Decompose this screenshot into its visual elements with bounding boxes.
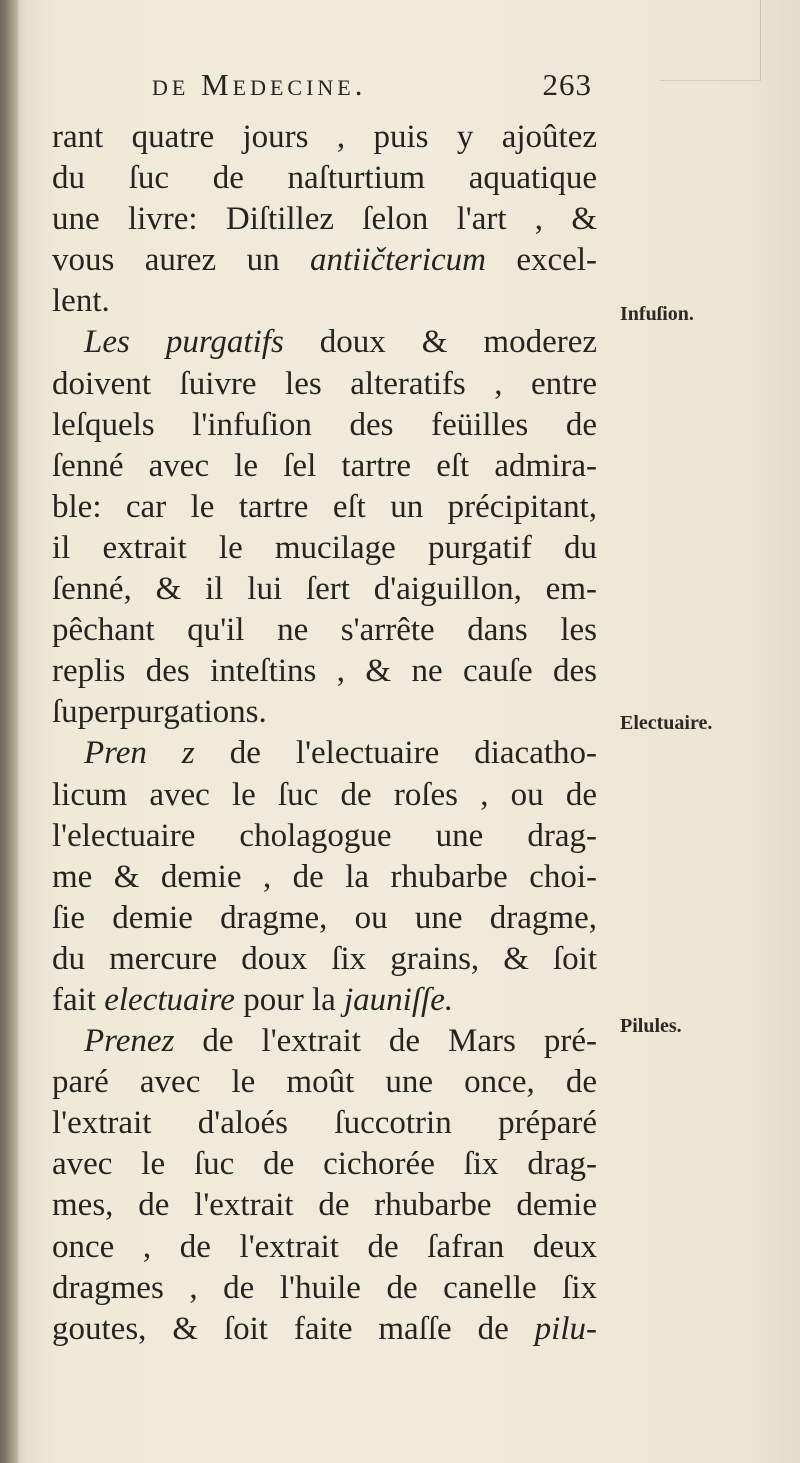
text-line: pêchant qu'il ne s'arrête dans les [52, 612, 597, 649]
text-line: du mercure doux ſix grains, & ſoit [52, 940, 597, 977]
running-title: de Medecine. [152, 67, 367, 102]
text-line: rant quatre jours , puis y ajoûtez [52, 119, 597, 155]
text-span: de l'electuaire diacatho- [194, 735, 597, 772]
text-line: l'extrait d'aloés ſuccotrin préparé [52, 1105, 597, 1142]
text-line: doivent ſuivre les alteratifs , entre [52, 365, 597, 402]
text-span: fait [52, 981, 105, 1018]
text-line: once , de l'extrait de ſafran deux [52, 1228, 597, 1265]
text-line: dragmes , de l'huile de canelle ſix [52, 1269, 597, 1306]
text-span: goutes, & ſoit faite maſſe de [52, 1310, 535, 1347]
text-line: ſie demie dragme, ou une dragme, [52, 899, 597, 936]
text-line: licum avec le ſuc de roſes , ou de [52, 776, 597, 813]
italic-term: Les purgatifs [84, 324, 284, 361]
text-line: l'electuaire cholagogue une drag- [52, 817, 597, 854]
italic-term: Pren z [84, 735, 195, 772]
margin-note-pilules: Pilules. [620, 1015, 682, 1037]
text-span: de l'extrait de Mars pré- [174, 1023, 597, 1060]
italic-term: electuaire [104, 981, 235, 1018]
margin-note-infusion: Infuſion. [620, 303, 694, 325]
text-line [52, 733, 597, 774]
text-line: avec le ſuc de cichorée ſix drag- [52, 1146, 597, 1183]
italic-term: jauniſſe. [344, 981, 454, 1018]
text-line: il extrait le mucilage purgatif du [52, 529, 597, 566]
text-line [52, 1021, 597, 1062]
page-edge [660, 0, 761, 81]
text-line [52, 980, 597, 1021]
text-line: une livre: Diſtillez ſelon l'art , & [52, 201, 597, 238]
italic-term: antiičtericum [310, 242, 486, 279]
margin-note-electuaire: Electuaire. [620, 712, 713, 734]
text-line: du ſuc de naſturtium aquatique [52, 160, 597, 197]
text-line: mes, de l'extrait de rhubarbe demie [52, 1187, 597, 1224]
text-span: vous aurez un [52, 242, 311, 279]
text-line [52, 240, 597, 281]
text-line: replis des inteſtins , & ne cauſe des [52, 653, 597, 690]
text-line: paré avec le moût une once, de [52, 1064, 597, 1101]
text-line: ſenné avec le ſel tartre eſt admira- [52, 447, 597, 484]
italic-term: Prenez [84, 1023, 175, 1060]
running-head [52, 65, 597, 117]
italic-term: pilu- [534, 1310, 597, 1347]
text-span: pour la [234, 981, 345, 1018]
text-line: ſuperpurgations. [52, 694, 267, 731]
text-line: ſenné, & il lui ſert d'aiguillon, em- [52, 571, 597, 608]
text-line: me & demie , de la rhubarbe choi- [52, 858, 597, 895]
gutter-shadow [0, 0, 18, 1463]
text-block [52, 65, 597, 1350]
text-line: lent. [52, 283, 110, 320]
text-line: ble: car le tartre eſt un précipitant, [52, 488, 597, 525]
text-line: leſquels l'infuſion des feüilles de [52, 406, 597, 443]
text-line [52, 322, 597, 363]
page-number: 263 [542, 67, 592, 102]
text-line [52, 1309, 597, 1350]
text-span: excel- [485, 242, 597, 279]
text-span: doux & moderez [283, 324, 597, 361]
